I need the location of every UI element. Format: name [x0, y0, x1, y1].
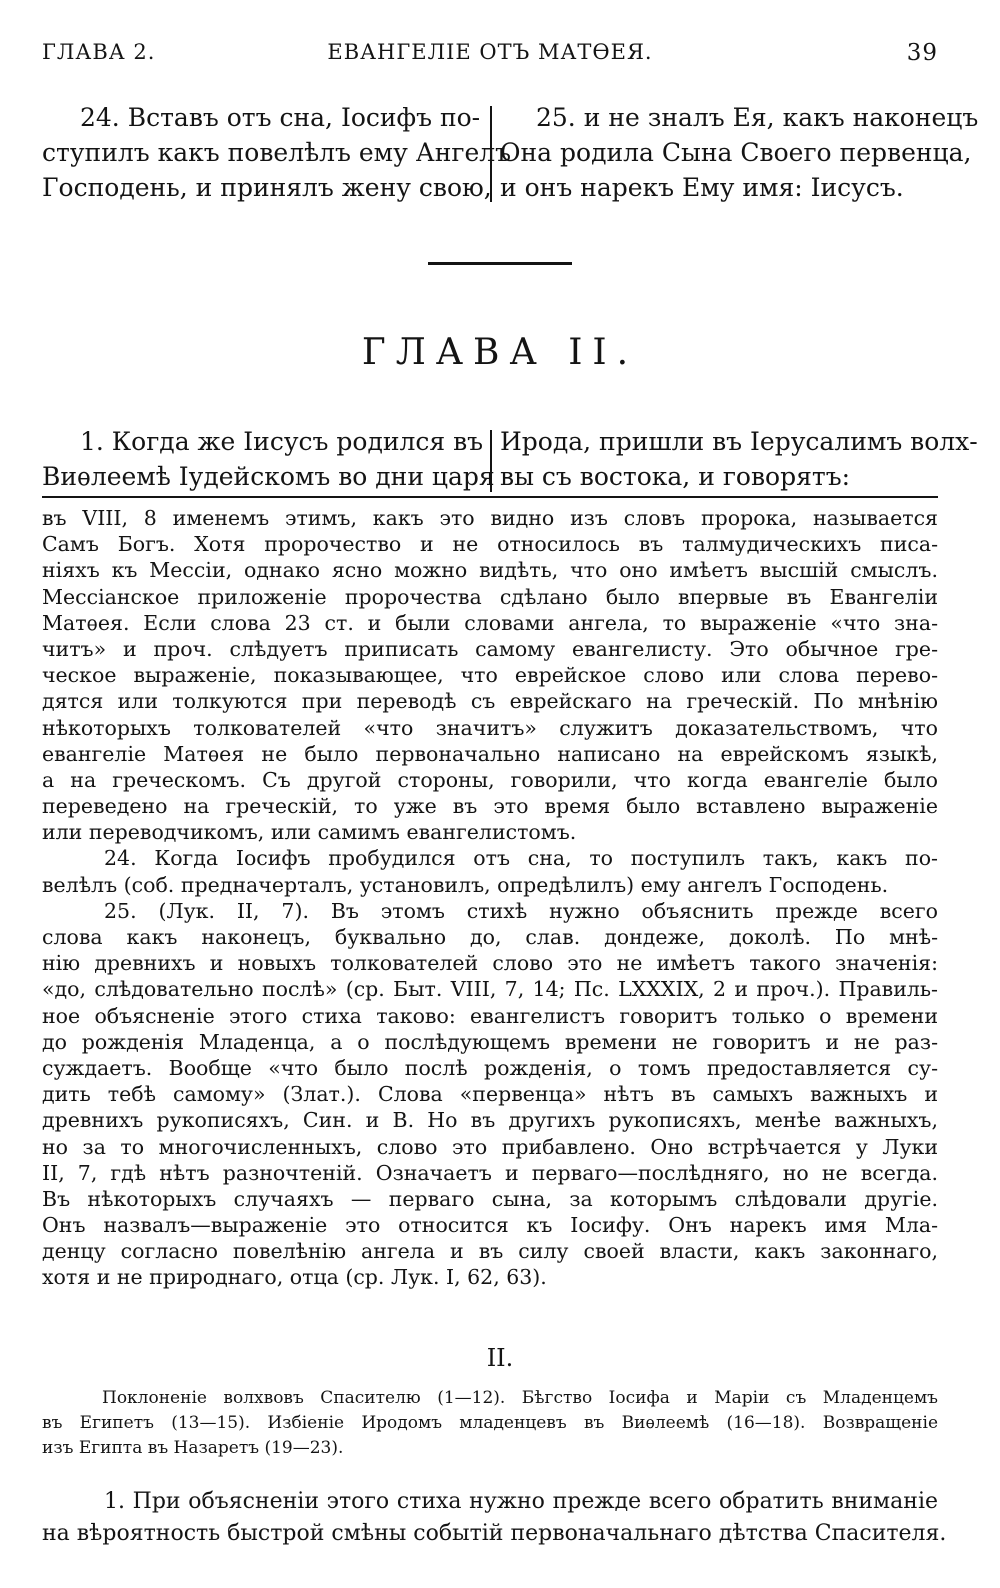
column-divider: [490, 430, 492, 492]
page-number: 39: [906, 40, 938, 66]
commentary-line: Матѳея. Если слова 23 ст. и были словами ангела, то выраженіе «что зна-: [42, 610, 938, 635]
verse-column-right: [500, 100, 979, 205]
commentary-line: 25. (Лук. II, 7). Въ этомъ стихѣ нужно объяснить прежде всего: [104, 898, 938, 923]
verse-line: Господень, и принялъ жену свою,: [42, 173, 492, 202]
commentary-line: древнихъ рукописяхъ, Син. и В. Но въ другихъ рукописяхъ, менѣе важныхъ,: [42, 1108, 938, 1133]
running-head-title: ЕВАНГЕЛІЕ ОТЪ МАТѲЕЯ.: [327, 40, 653, 64]
running-head-chapter: ГЛАВА 2.: [42, 40, 156, 64]
commentary-line: нію древнихъ и новыхъ толкователей слово это не имѣетъ такого значенія:: [42, 951, 938, 976]
commentary-line: 1. При объясненіи этого стиха нужно прежде всего обратить вниманіе: [104, 1489, 938, 1514]
commentary-line: евангеліе Матѳея не было первоначально написано на еврейскомъ языкѣ,: [42, 741, 938, 766]
commentary-line: но за то многочисленныхъ, слово это прибавлено. Оно встрѣчается у Луки: [42, 1134, 938, 1159]
commentary-line: ческое выраженіе, показывающее, что еврейское слово или слова перево-: [42, 663, 938, 688]
commentary-line: нѣкоторыхъ толкователей «что значитъ» служитъ доказательствомъ, что: [42, 715, 938, 740]
commentary-line: или переводчикомъ, или самимъ евангелистомъ.: [42, 820, 577, 845]
section-number: II.: [486, 1344, 514, 1372]
commentary-continuation: [42, 1486, 947, 1550]
commentary-line: на вѣроятность быстрой смѣны событій первоначальнаго дѣтства Спасителя.: [42, 1521, 947, 1546]
summary-line: въ Египетъ (13—15). Избіеніе Иродомъ младенцевъ въ Виѳлеемѣ (16—18). Возвращеніе: [42, 1413, 938, 1433]
commentary-line: «до, слѣдовательно послѣ» (ср. Быт. VIII, 7, 14; Пс. LXXXIX, 2 и проч.). Правиль-: [42, 977, 938, 1002]
commentary-line: до рожденія Младенца, а о послѣдующемъ времени не говоритъ и не раз-: [42, 1029, 938, 1054]
verse-line: Виѳлеемѣ Іудейскомъ во дни царя: [42, 462, 495, 491]
commentary-line: 24. Когда Іосифъ пробудился отъ сна, то поступилъ такъ, какъ по-: [104, 846, 938, 871]
verse-column-left: [42, 100, 512, 205]
verse-line: 25. и не зналъ Ея, какъ наконецъ: [536, 103, 979, 132]
commentary-line: денцу согласно повелѣнію ангела и въ силу своей власти, какъ законнаго,: [42, 1239, 938, 1264]
commentary-line: дятся или толкуются при переводѣ съ еврейскаго на греческій. По мнѣнію: [42, 689, 938, 714]
commentary-line: велѣлъ (соб. предначерталъ, установилъ, опредѣлилъ) ему ангелъ Господень.: [42, 872, 889, 897]
separator-rule: [428, 262, 572, 265]
running-head: [42, 40, 938, 70]
commentary-line: ное объясненіе этого стиха таково: евангелистъ говоритъ только о времени: [42, 1003, 938, 1028]
commentary-line: Онъ назвалъ—выраженіе это относится къ Іосифу. Онъ нарекъ имя Мла-: [42, 1213, 938, 1238]
verse-line: вы съ востока, и говорятъ:: [500, 462, 851, 491]
chapter-title: ГЛАВА II.: [361, 332, 639, 373]
commentary-line: дить тебѣ самому» (Злат.). Слова «первенца» нѣтъ въ самыхъ важныхъ и: [42, 1082, 938, 1107]
commentary-line: суждаетъ. Вообще «что было послѣ рожденія, о томъ предоставляется су-: [42, 1055, 938, 1080]
commentary-line: переведено на греческій, то уже въ это время было вставлено выраженіе: [42, 794, 938, 819]
verse-line: Она родила Сына Своего первенца,: [500, 138, 972, 167]
section-summary: [42, 1386, 938, 1461]
summary-line: изъ Египта въ Назаретъ (19—23).: [42, 1438, 344, 1458]
verse-column-left: [42, 424, 495, 494]
commentary-line: Въ нѣкоторыхъ случаяхъ — перваго сына, за которымъ слѣдовали другіе.: [42, 1186, 938, 1211]
commentary-line: ніяхъ къ Мессіи, однако ясно можно видѣть, что оно имѣетъ высшій смыслъ.: [42, 558, 938, 583]
commentary-line: Мессіанское приложеніе пророчества сдѣлано было впервые въ Евангеліи: [42, 584, 938, 609]
verse-line: и онъ нарекъ Ему имя: Іисусъ.: [500, 173, 904, 202]
commentary: [42, 505, 938, 1291]
verse-line: Ирода, пришли въ Іерусалимъ волх-: [500, 427, 978, 456]
verse-line: ступилъ какъ повелѣлъ ему Ангелъ: [42, 138, 512, 167]
commentary-line: читъ» и проч. слѣдуетъ приписать самому евангелисту. Это обычное гре-: [42, 636, 938, 661]
column-divider: [490, 106, 492, 202]
verses-block-chapter: [42, 424, 978, 496]
commentary-line: II, 7, гдѣ нѣтъ разночтеній. Означаетъ и перваго—послѣдняго, но не всегда.: [42, 1160, 938, 1185]
commentary-line: хотя и не природнаго, отца (ср. Лук. I, 62, 63).: [42, 1265, 547, 1290]
commentary-rule: [42, 496, 938, 498]
commentary-line: слова какъ наконецъ, буквально до, слав. дондеже, доколѣ. По мнѣ-: [42, 925, 938, 949]
commentary-line: а на греческомъ. Съ другой стороны, говорили, что когда евангеліе было: [42, 767, 938, 792]
verse-column-right: [500, 424, 978, 494]
commentary-line: въ VIII, 8 именемъ этимъ, какъ это видно изъ словъ пророка, называется: [42, 506, 938, 530]
summary-line: Поклоненіе волхвовъ Спасителю (1—12). Бѣгство Іосифа и Маріи съ Младенцемъ: [102, 1388, 938, 1408]
verse-line: 24. Вставъ отъ сна, Іосифъ по-: [80, 103, 481, 132]
verses-block-top: [42, 100, 979, 210]
commentary-line: Самъ Богъ. Хотя пророчество и не относилось въ талмудическихъ писа-: [42, 532, 938, 557]
verse-line: 1. Когда же Іисусъ родился въ: [80, 427, 484, 456]
